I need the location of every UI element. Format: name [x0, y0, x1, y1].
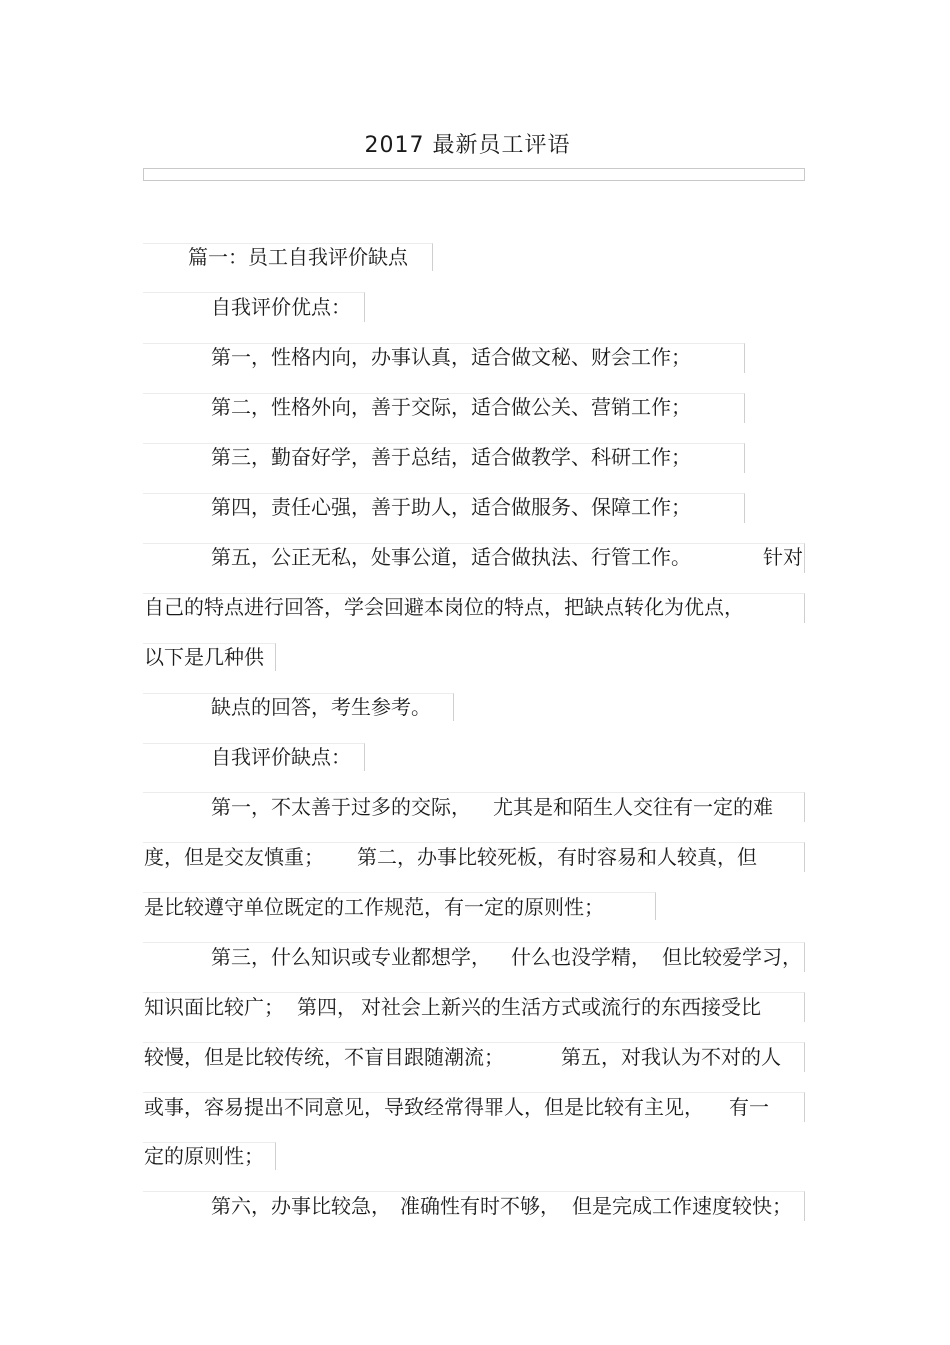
- text-line: 自己的特点进行回答，学会回避本岗位的特点，把缺点转化为优点，: [144, 595, 744, 619]
- text-fragment: 第三，什么知识或专业都想学，: [211, 945, 491, 969]
- text-line: 第三，勤奋好学，善于总结，适合做教学、科研工作；: [211, 445, 691, 469]
- text-fragment: 但比较爱学习，: [662, 945, 802, 969]
- text-fragment: 第一，不太善于过多的交际，: [211, 795, 471, 819]
- text-line: 定的原则性；: [144, 1144, 264, 1168]
- text-fragment: 较慢，但是比较传统，不盲目跟随潮流；: [144, 1045, 504, 1069]
- text-line: 缺点的回答，考生参考。: [211, 695, 431, 719]
- title-rule: [143, 168, 805, 181]
- text-line: 第四，责任心强，善于助人，适合做服务、保障工作；: [211, 495, 691, 519]
- text-fragment: 第五，对我认为不对的人: [561, 1045, 781, 1069]
- text-line: 第五，公正无私，处事公道，适合做执法、行管工作。: [211, 545, 691, 569]
- text-fragment: 什么也没学精，: [511, 945, 651, 969]
- text-fragment: 但是完成工作速度较快；: [572, 1194, 792, 1218]
- page-title: 2017 最新员工评语: [364, 133, 571, 158]
- text-line: 以下是几种供: [144, 645, 264, 669]
- text-fragment: 第二，办事比较死板，有时容易和人较真，但: [357, 845, 757, 869]
- text-fragment: 知识面比较广；: [144, 995, 284, 1019]
- text-line: 第二，性格外向，善于交际，适合做公关、营销工作；: [211, 395, 691, 419]
- section-heading: 篇一：员工自我评价缺点: [188, 245, 408, 269]
- text-fragment: 或事，容易提出不同意见，导致经常得罪人，但是比较有主见，: [144, 1095, 704, 1119]
- text-fragment: 度，但是交友慎重；: [144, 845, 324, 869]
- text-fragment: 针对: [763, 545, 803, 569]
- text-fragment: 准确性有时不够，: [400, 1194, 560, 1218]
- text-line: 第一，性格内向，办事认真，适合做文秘、财会工作；: [211, 345, 691, 369]
- subheading-weaknesses: 自我评价缺点：: [211, 745, 351, 769]
- text-fragment: 第六，办事比较急，: [211, 1194, 391, 1218]
- text-fragment: 第四，: [297, 995, 357, 1019]
- text-line: 是比较遵守单位既定的工作规范，有一定的原则性；: [144, 895, 604, 919]
- subheading-strengths: 自我评价优点：: [211, 295, 351, 319]
- text-fragment: 有一: [729, 1095, 769, 1119]
- text-fragment: 对社会上新兴的生活方式或流行的东西接受比: [361, 995, 761, 1019]
- text-fragment: 尤其是和陌生人交往有一定的难: [493, 795, 773, 819]
